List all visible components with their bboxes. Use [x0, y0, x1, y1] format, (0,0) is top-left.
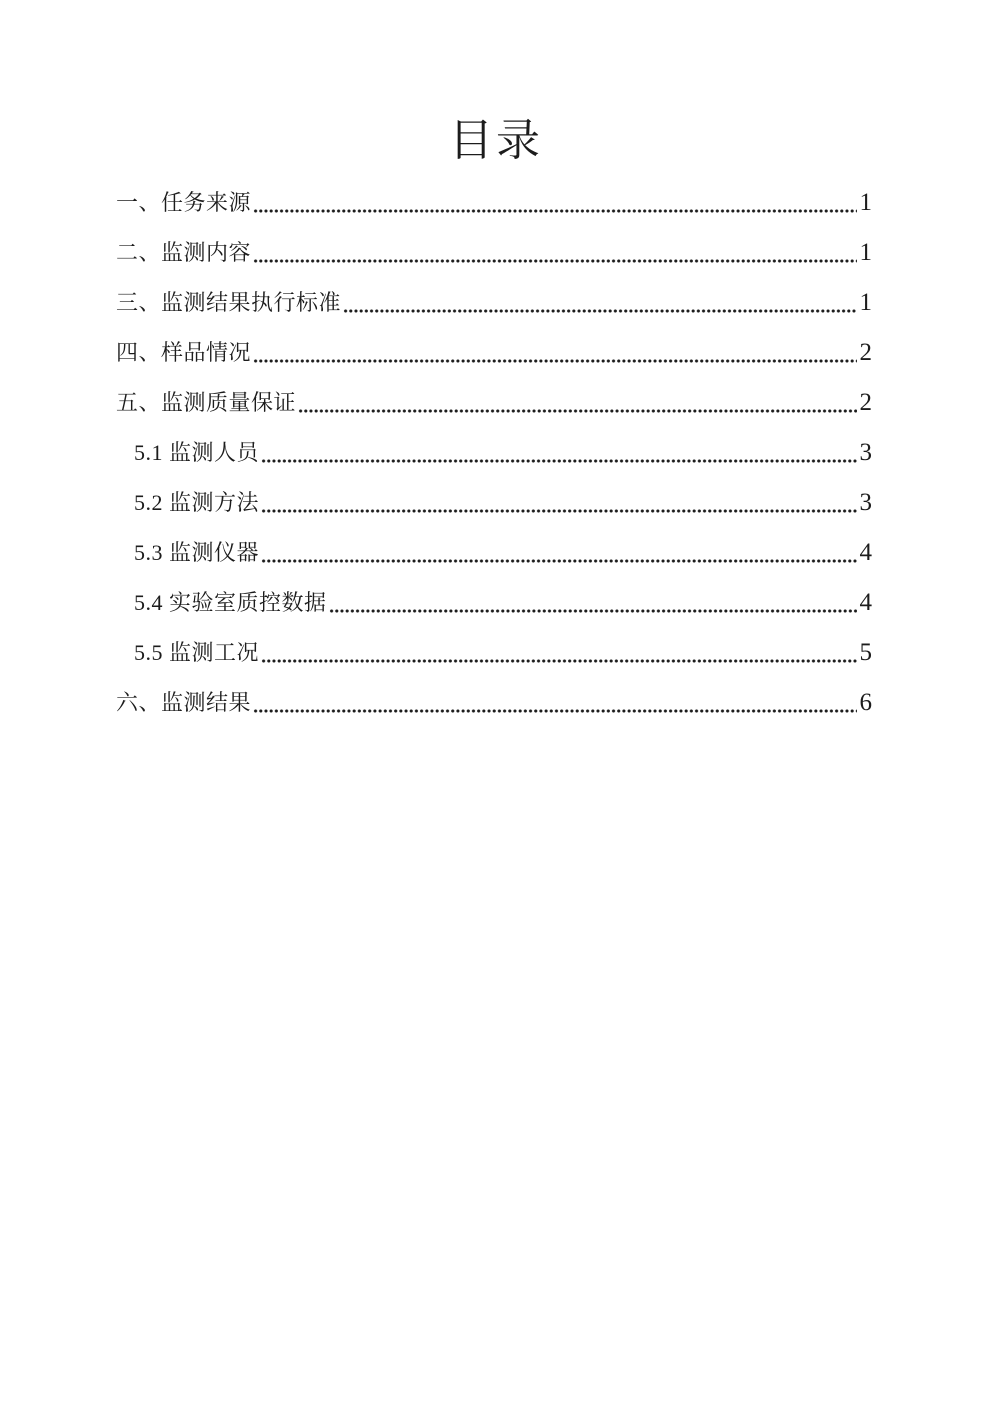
- toc-entry[interactable]: [116, 220, 872, 270]
- toc-entry[interactable]: [116, 670, 872, 720]
- toc-entry-page-number: 6: [859, 689, 872, 716]
- toc-entry[interactable]: [116, 170, 872, 220]
- toc-entry-label: 5.5 监测工况: [134, 640, 260, 665]
- toc-entry-label: 5.3 监测仪器: [134, 540, 260, 565]
- page-title: 目录: [449, 116, 543, 165]
- toc-entry-label: 二、监测内容: [116, 240, 252, 265]
- toc-entry[interactable]: [116, 620, 872, 670]
- toc-entry[interactable]: [116, 570, 872, 620]
- toc-entry-label: 五、监测质量保证: [116, 390, 297, 415]
- dot-leader: [253, 258, 856, 264]
- toc-entry-label: 四、样品情况: [116, 340, 252, 365]
- toc-entry-label: 5.2 监测方法: [134, 490, 260, 515]
- toc-entry[interactable]: [116, 520, 872, 570]
- toc-entry-page-number: 2: [859, 389, 872, 416]
- toc-entry[interactable]: [116, 420, 872, 470]
- toc-entry-label: 5.4 实验室质控数据: [134, 590, 327, 615]
- toc-entry-page-number: 1: [859, 239, 872, 266]
- toc-entry-page-number: 2: [859, 339, 872, 366]
- dot-leader: [343, 308, 856, 314]
- toc-entry[interactable]: [116, 470, 872, 520]
- dot-leader: [253, 208, 856, 214]
- toc-entry[interactable]: [116, 370, 872, 420]
- toc-entry[interactable]: [116, 320, 872, 370]
- toc-entry-page-number: 4: [859, 539, 872, 566]
- dot-leader: [253, 358, 856, 364]
- toc-entry-label: 一、任务来源: [116, 190, 252, 215]
- toc-entry-label: 六、监测结果: [116, 690, 252, 715]
- toc-entry[interactable]: [116, 270, 872, 320]
- toc-entry-page-number: 3: [859, 439, 872, 466]
- toc-entry-page-number: 3: [859, 489, 872, 516]
- toc-entry-label: 5.1 监测人员: [134, 440, 260, 465]
- dot-leader: [261, 658, 856, 664]
- toc-entry-page-number: 1: [859, 189, 872, 216]
- dot-leader: [261, 558, 856, 564]
- toc-entry-page-number: 5: [859, 639, 872, 666]
- toc-entry-page-number: 4: [859, 589, 872, 616]
- toc-entry-label: 三、监测结果执行标准: [116, 290, 342, 315]
- dot-leader: [253, 708, 856, 714]
- dot-leader: [261, 508, 856, 514]
- dot-leader: [329, 608, 857, 614]
- dot-leader: [298, 408, 856, 414]
- toc-entry-page-number: 1: [859, 289, 872, 316]
- dot-leader: [261, 458, 856, 464]
- table-of-contents: [0, 170, 992, 720]
